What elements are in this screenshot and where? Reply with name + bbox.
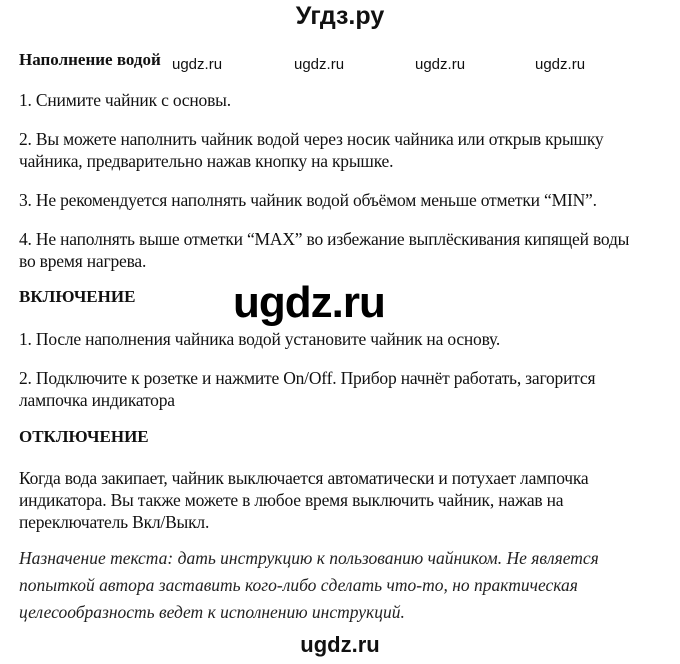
site-title: Угдз.ру bbox=[295, 2, 385, 30]
watermark-bottom: ugdz.ru bbox=[300, 632, 380, 657]
list-item: 2. Подключите к розетке и нажмите On/Off. Прибор начнёт работать, загорится лампочка индикатора bbox=[19, 368, 596, 410]
list-item: 2. Вы можете наполнить чайник водой через носик чайника или открыв крышку чайника, предварительно нажав кнопку на крышке. bbox=[19, 129, 604, 171]
watermark: ugdz.ru bbox=[415, 56, 466, 73]
paragraph-off: Когда вода закипает, чайник выключается автоматически и потухает лампочка индикатора. Вы также можете в любое время выключить чайник, нажав на переключатель Вкл/Выкл. bbox=[19, 468, 589, 532]
purpose-note: Назначение текста: дать инструкцию к пользованию чайником. Не является попыткой автора заставить кого-либо сделать что-то, но практическая целесообразность ведет к исполнению инструкций. bbox=[19, 548, 599, 622]
watermark: ugdz.ru bbox=[294, 56, 345, 73]
list-item: 1. После наполнения чайника водой установите чайник на основу. bbox=[19, 329, 501, 349]
heading-filling: Наполнение водой bbox=[19, 50, 161, 69]
list-item: 4. Не наполнять выше отметки “MAX” во избежание выплёскивания кипящей воды во время нагрева. bbox=[19, 229, 630, 271]
list-item: 3. Не рекомендуется наполнять чайник водой объёмом меньше отметки “MIN”. bbox=[19, 190, 597, 210]
watermark: ugdz.ru bbox=[172, 56, 223, 73]
heading-off: ОТКЛЮЧЕНИЕ bbox=[19, 427, 149, 446]
watermark: ugdz.ru bbox=[535, 56, 586, 73]
watermark-large: ugdz.ru bbox=[233, 278, 385, 327]
heading-on: ВКЛЮЧЕНИЕ bbox=[19, 287, 136, 306]
list-item: 1. Снимите чайник с основы. bbox=[19, 90, 231, 110]
